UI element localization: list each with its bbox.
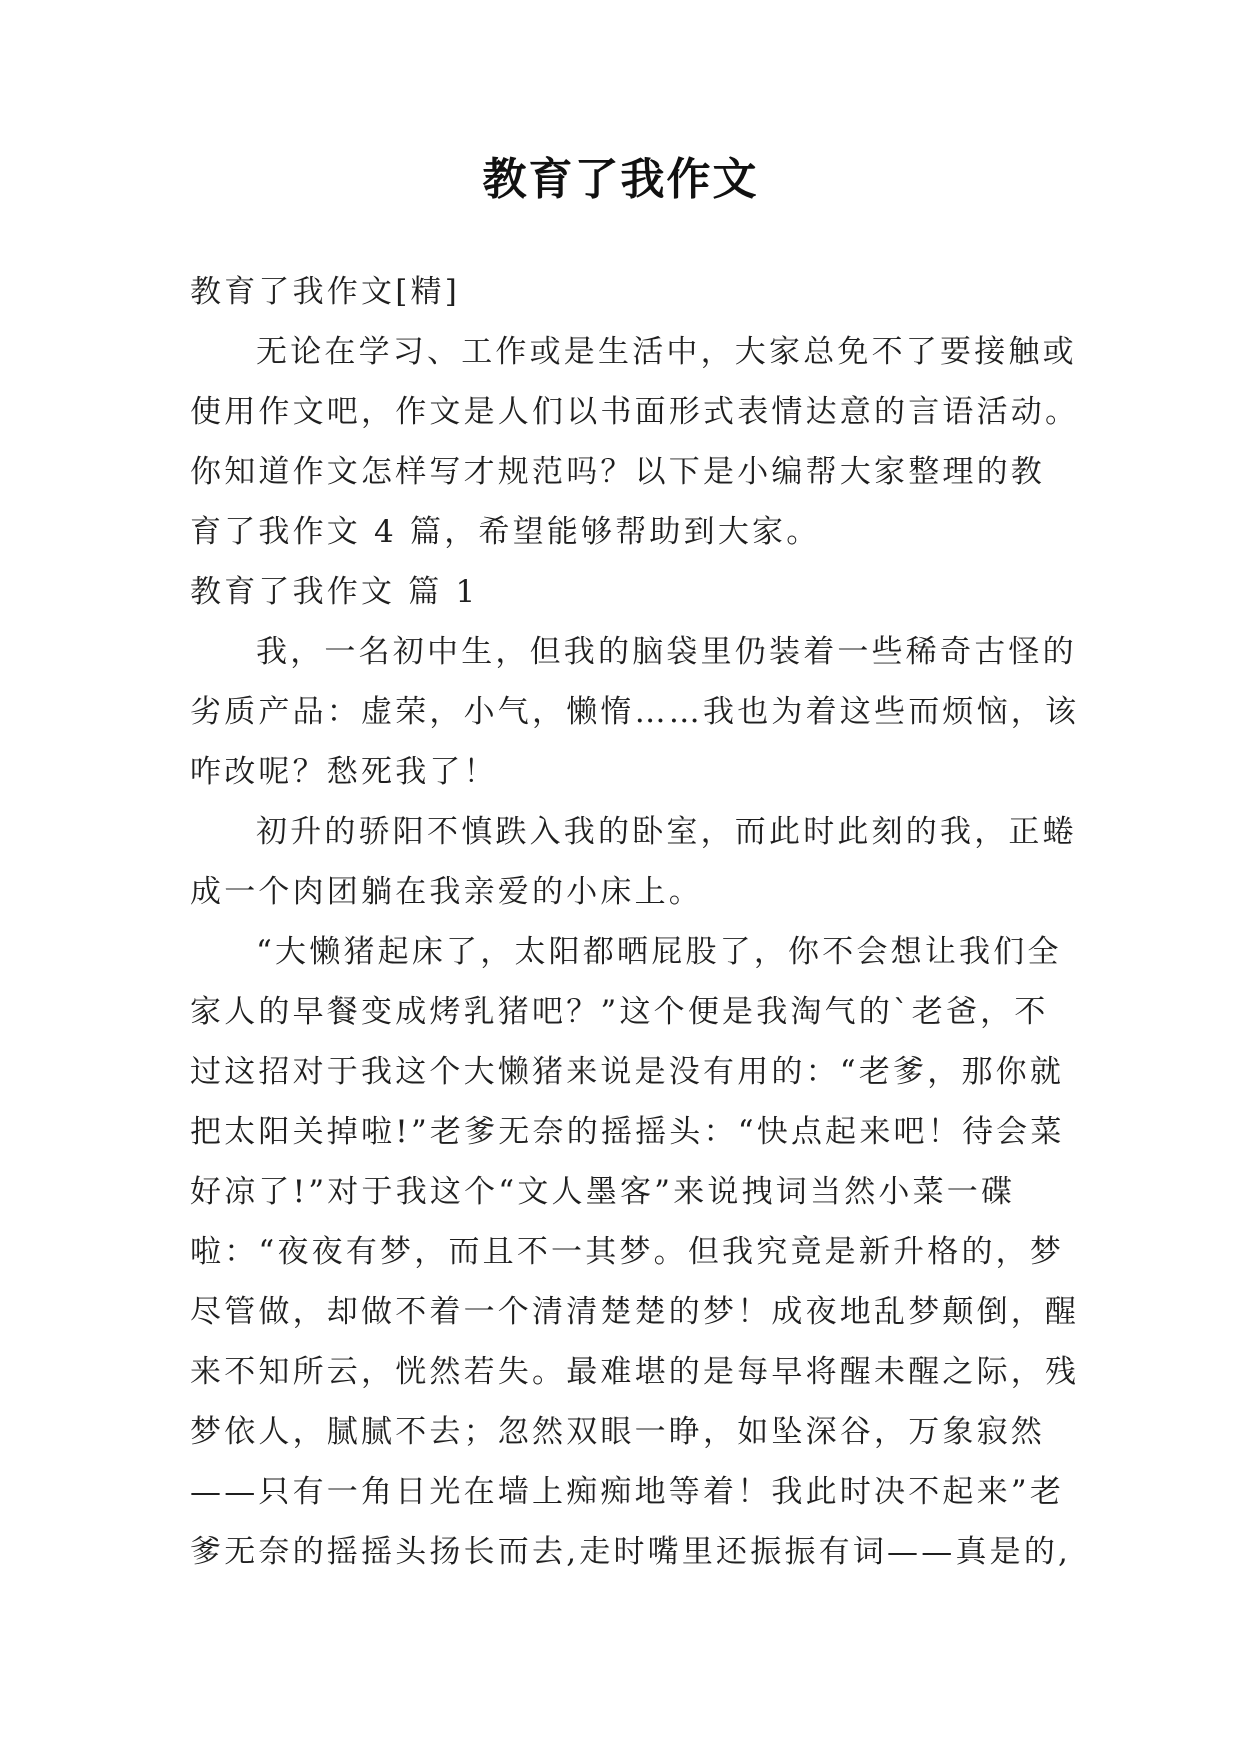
text-line: 尽管做，却做不着一个清清楚楚的梦！成夜地乱梦颠倒，醒 <box>190 1294 1080 1330</box>
text-line: 教育了我作文[精] <box>190 274 460 310</box>
text-line: 无论在学习、工作或是生活中，大家总免不了要接触或 <box>256 334 1077 370</box>
text-line: 把太阳关掉啦!”老爹无奈的摇摇头：“快点起来吧！待会菜 <box>190 1114 1065 1150</box>
text-line: 育了我作文 4 篇，希望能够帮助到大家。 <box>190 514 821 550</box>
text-line: “大懒猪起床了，太阳都晒屁股了，你不会想让我们全 <box>256 934 1062 970</box>
text-line: 成一个肉团躺在我亲爱的小床上。 <box>190 874 703 910</box>
section-heading: 教育了我作文 篇 1 <box>190 574 479 610</box>
document-title: 教育了我作文 <box>482 154 759 205</box>
text-line: 初升的骄阳不慎跌入我的卧室，而此时此刻的我，正蜷 <box>256 814 1077 850</box>
text-line: 过这招对于我这个大懒猪来说是没有用的：“老爹，那你就 <box>190 1054 1065 1090</box>
text-line: 我，一名初中生，但我的脑袋里仍装着一些稀奇古怪的 <box>256 634 1077 670</box>
text-line: 梦依人，腻腻不去；忽然双眼一睁，如坠深谷，万象寂然 <box>190 1414 1045 1450</box>
text-line: 使用作文吧，作文是人们以书面形式表情达意的言语活动。 <box>190 394 1080 430</box>
text-line: 啦：“夜夜有梦，而且不一其梦。但我究竟是新升格的，梦 <box>190 1234 1065 1270</box>
text-line: 爹无奈的摇摇头扬长而去,走时嘴里还振振有词——真是的, <box>190 1534 1072 1570</box>
text-line: 你知道作文怎样写才规范吗？以下是小编帮大家整理的教 <box>190 454 1045 490</box>
text-line: 好凉了!”对于我这个“文人墨客”来说拽词当然小菜一碟 <box>190 1174 1016 1210</box>
text-line: 来不知所云，恍然若失。最难堪的是每早将醒未醒之际，残 <box>190 1354 1080 1390</box>
document-body <box>190 262 1080 1582</box>
text-line: ——只有一角日光在墙上痴痴地等着！我此时决不起来”老 <box>190 1474 1065 1510</box>
text-line: 家人的早餐变成烤乳猪吧？”这个便是我淘气的`老爸，不 <box>190 994 1049 1030</box>
text-line: 咋改呢？愁死我了！ <box>190 754 498 790</box>
text-line: 劣质产品：虚荣，小气，懒惰……我也为着这些而烦恼，该 <box>190 694 1080 730</box>
